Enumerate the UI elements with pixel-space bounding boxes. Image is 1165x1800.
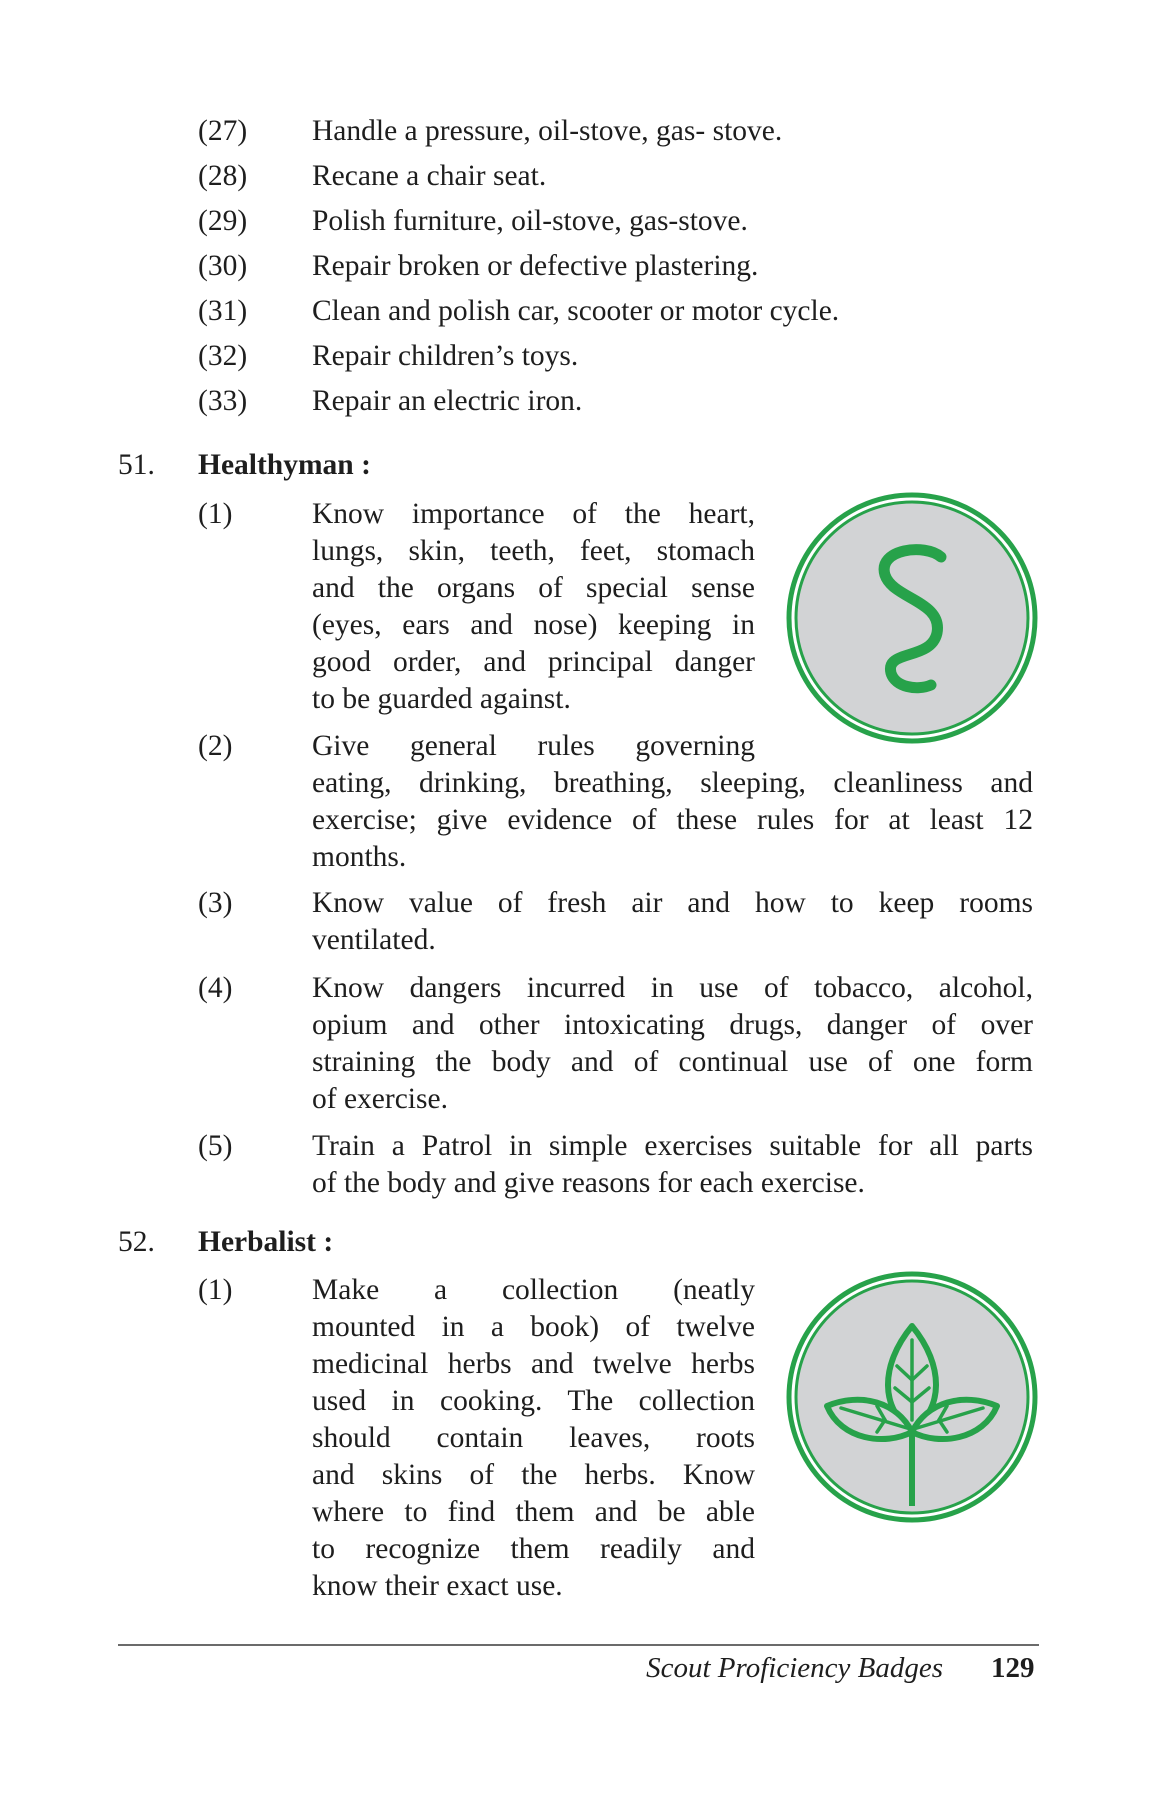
item-line: ventilated. [312, 924, 436, 956]
item-line: Make a collection (neatly [312, 1274, 755, 1306]
item-line: and the organs of special sense [312, 572, 755, 604]
item-line: where to find them and be able [312, 1496, 755, 1528]
item-line: opium and other intoxicating drugs, danger of over [312, 1009, 1033, 1041]
list-item-text: Repair broken or defective plastering. [312, 250, 759, 282]
list-number: (29) [198, 205, 248, 237]
list-item-text: Handle a pressure, oil-stove, gas- stove. [312, 115, 783, 147]
item-line: Know importance of the heart, [312, 498, 755, 530]
page-number: 129 [991, 1652, 1035, 1684]
list-number: (28) [198, 160, 248, 192]
item-line: to be guarded against. [312, 683, 571, 715]
item-line: exercise; give evidence of these rules for at least 12 [312, 804, 1033, 836]
item-line: of exercise. [312, 1083, 448, 1115]
list-item-text: Recane a chair seat. [312, 160, 547, 192]
section-title: Healthyman : [198, 449, 371, 481]
item-line: good order, and principal danger [312, 646, 755, 678]
item-number: (2) [198, 730, 233, 762]
item-line: Know dangers incurred in use of tobacco, alcohol, [312, 972, 1033, 1004]
item-line: straining the body and of continual use of one form [312, 1046, 1033, 1078]
item-number: (5) [198, 1130, 233, 1162]
item-line: and skins of the herbs. Know [312, 1459, 755, 1491]
item-line: Know value of fresh air and how to keep rooms [312, 887, 1033, 919]
item-line: Train a Patrol in simple exercises suitable for all parts [312, 1130, 1033, 1162]
item-line: Give general rules governing [312, 730, 755, 762]
list-number: (27) [198, 115, 248, 147]
item-number: (3) [198, 887, 233, 919]
item-line: eating, drinking, breathing, sleeping, cleanliness and [312, 767, 1033, 799]
item-line: lungs, skin, teeth, feet, stomach [312, 535, 755, 567]
item-line: to recognize them readily and [312, 1533, 755, 1565]
item-line: months. [312, 841, 407, 873]
section-number: 52. [118, 1226, 155, 1258]
item-line: medicinal herbs and twelve herbs [312, 1348, 755, 1380]
footer-divider [118, 1644, 1039, 1646]
item-line: of the body and give reasons for each exercise. [312, 1167, 865, 1199]
item-number: (1) [198, 1274, 233, 1306]
list-number: (30) [198, 250, 248, 282]
item-number: (1) [198, 498, 233, 530]
running-title: Scout Proficiency Badges [646, 1652, 943, 1684]
item-line: know their exact use. [312, 1570, 563, 1602]
section-number: 51. [118, 449, 155, 481]
healthyman-badge-icon [785, 491, 1039, 745]
item-line: (eyes, ears and nose) keeping in [312, 609, 755, 641]
list-item-text: Repair an electric iron. [312, 385, 583, 417]
item-line: used in cooking. The collection [312, 1385, 755, 1417]
list-number: (32) [198, 340, 248, 372]
list-item-text: Clean and polish car, scooter or motor cycle. [312, 295, 840, 327]
item-line: mounted in a book) of twelve [312, 1311, 755, 1343]
list-item-text: Repair children’s toys. [312, 340, 579, 372]
list-item-text: Polish furniture, oil-stove, gas-stove. [312, 205, 748, 237]
section-title: Herbalist : [198, 1226, 334, 1258]
list-number: (33) [198, 385, 248, 417]
list-number: (31) [198, 295, 248, 327]
item-number: (4) [198, 972, 233, 1004]
herbalist-badge-icon [785, 1270, 1039, 1524]
item-line: should contain leaves, roots [312, 1422, 755, 1454]
